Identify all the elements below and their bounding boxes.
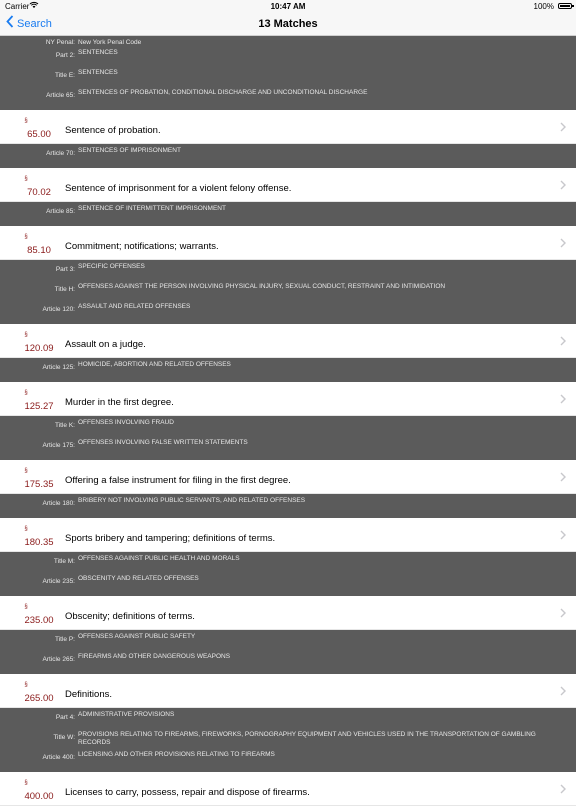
section-title: Sports bribery and tampering; definitions of terms. [65,533,276,544]
section-header [0,708,576,772]
section-symbol: § [24,526,28,532]
chevron-right-icon [560,334,566,349]
status-bar [0,0,576,12]
header-label: Part 2: [55,52,75,59]
header-label: Article 70: [46,150,75,157]
header-text: SENTENCE OF INTERMITTENT IMPRISONMENT [78,205,226,212]
header-line [0,360,576,380]
section-header [0,416,576,460]
header-label: Title P: [55,636,75,643]
section-number: 235.00 [24,615,54,626]
list-item[interactable] [0,382,576,416]
header-line [0,438,576,458]
header-label: Article 85: [46,208,75,215]
section-number: 180.35 [24,537,54,548]
list-item[interactable] [0,518,576,552]
section-symbol: § [24,682,28,688]
section-symbol: § [24,176,28,182]
chevron-right-icon [560,528,566,543]
section-header [0,552,576,596]
header-text: New York Penal Code [78,39,142,46]
results-list [0,36,576,806]
section-title: Commitment; notifications; warrants. [65,241,219,252]
list-item[interactable] [0,168,576,202]
section-symbol: § [24,332,28,338]
header-text: ADMINISTRATIVE PROVISIONS [78,711,175,718]
header-label: Title H: [54,286,75,293]
header-label: Part 3: [55,266,75,273]
header-label: Title E: [55,72,75,79]
list-item[interactable] [0,324,576,358]
clock: 10:47 AM [270,2,306,11]
header-label: Title K: [55,422,75,429]
navigation-bar [0,12,576,36]
header-text: SENTENCES OF PROBATION, CONDITIONAL DISCHARGE AND UNCONDITIONAL DISCHARGE [78,89,368,96]
section-number: 175.35 [24,479,54,490]
header-text: SPECIFIC OFFENSES [78,263,145,270]
section-title: Definitions. [65,689,112,700]
section-title: Licenses to carry, possess, repair and dispose of firearms. [65,787,310,798]
header-line [0,68,576,88]
header-text: LICENSING AND OTHER PROVISIONS RELATING TO FIREARMS [78,751,275,758]
header-label: Title M: [53,558,75,565]
header-label: Article 400: [42,754,75,761]
section-number: 120.09 [24,343,54,354]
section-title: Sentence of probation. [65,125,161,136]
header-text: HOMICIDE, ABORTION AND RELATED OFFENSES [78,361,231,368]
list-item[interactable] [0,110,576,144]
header-text: OFFENSES AGAINST PUBLIC SAFETY [78,633,196,640]
header-label: Part 4: [55,714,75,721]
section-number: 85.10 [27,245,51,256]
list-item[interactable] [0,772,576,806]
header-line [0,730,576,750]
section-number: 265.00 [24,693,54,704]
section-number: 400.00 [24,791,54,802]
chevron-right-icon [560,178,566,193]
header-text: SENTENCES [78,69,118,76]
header-label: Article 180: [42,500,75,507]
carrier-label: Carrier [5,2,30,11]
chevron-right-icon [560,684,566,699]
header-line [0,418,576,438]
header-line [0,204,576,224]
header-line [0,88,576,108]
header-line [0,574,576,594]
section-title: Assault on a judge. [65,339,146,350]
section-title: Obscenity; definitions of terms. [65,611,195,622]
header-line [0,710,576,730]
header-line [0,632,576,652]
section-header [0,494,576,518]
section-title: Sentence of imprisonment for a violent felony offense. [65,183,292,194]
battery-percent: 100% [533,2,554,11]
header-text: SENTENCES OF IMPRISONMENT [78,147,181,154]
header-text: FIREARMS AND OTHER DANGEROUS WEAPONS [78,653,231,660]
header-label: Article 175: [42,442,75,449]
header-text: OFFENSES AGAINST PUBLIC HEALTH AND MORALS [78,555,240,562]
header-label: Article 125: [42,364,75,371]
section-header [0,36,576,110]
section-number: 65.00 [27,129,51,140]
header-label: Article 235: [42,578,75,585]
chevron-right-icon [560,782,566,797]
section-header [0,358,576,382]
section-number: 125.27 [24,401,54,412]
header-text: OFFENSES AGAINST THE PERSON INVOLVING PHYSICAL INJURY, SEXUAL CONDUCT, RESTRAINT AND INTIMIDATION [78,283,446,290]
header-line [0,146,576,166]
list-item[interactable] [0,596,576,630]
list-item[interactable] [0,226,576,260]
section-header [0,202,576,226]
header-line [0,262,576,282]
header-text: BRIBERY NOT INVOLVING PUBLIC SERVANTS, AND RELATED OFFENSES [78,497,306,504]
section-header [0,144,576,168]
section-symbol: § [24,468,28,474]
header-text: ASSAULT AND RELATED OFFENSES [78,303,191,310]
back-label: Search [17,17,52,30]
section-symbol: § [24,780,28,786]
section-title: Murder in the first degree. [65,397,174,408]
section-number: 70.02 [27,187,51,198]
header-label: Title W: [53,734,75,741]
battery-icon [558,3,572,9]
header-text: PROVISIONS RELATING TO FIREARMS, FIREWORKS, PORNOGRAPHY EQUIPMENT AND VEHICLES USED IN THE TRANSPORTATION OF GAMBLING RECORDS [78,731,536,746]
header-line [0,554,576,574]
chevron-right-icon [560,236,566,251]
section-title: Offering a false instrument for filing in the first degree. [65,475,291,486]
list-item[interactable] [0,674,576,708]
section-header [0,630,576,674]
header-line [0,652,576,672]
header-line [0,38,576,48]
header-label: NY Penal: [45,39,75,46]
header-text: SENTENCES [78,49,118,56]
header-text: OBSCENITY AND RELATED OFFENSES [78,575,199,582]
header-line [0,282,576,302]
section-symbol: § [24,390,28,396]
header-line [0,302,576,322]
chevron-right-icon [560,392,566,407]
section-header [0,260,576,324]
header-label: Article 65: [46,92,75,99]
header-line [0,48,576,68]
header-label: Article 265: [42,656,75,663]
chevron-right-icon [560,120,566,135]
page-title: 13 Matches [258,18,318,30]
header-line [0,496,576,516]
section-symbol: § [24,604,28,610]
chevron-right-icon [560,470,566,485]
chevron-right-icon [560,606,566,621]
header-text: OFFENSES INVOLVING FRAUD [78,419,174,426]
section-symbol: § [24,234,28,240]
header-text: OFFENSES INVOLVING FALSE WRITTEN STATEMENTS [78,439,248,446]
list-item[interactable] [0,460,576,494]
header-line [0,750,576,770]
section-symbol: § [24,118,28,124]
header-label: Article 120: [42,306,75,313]
